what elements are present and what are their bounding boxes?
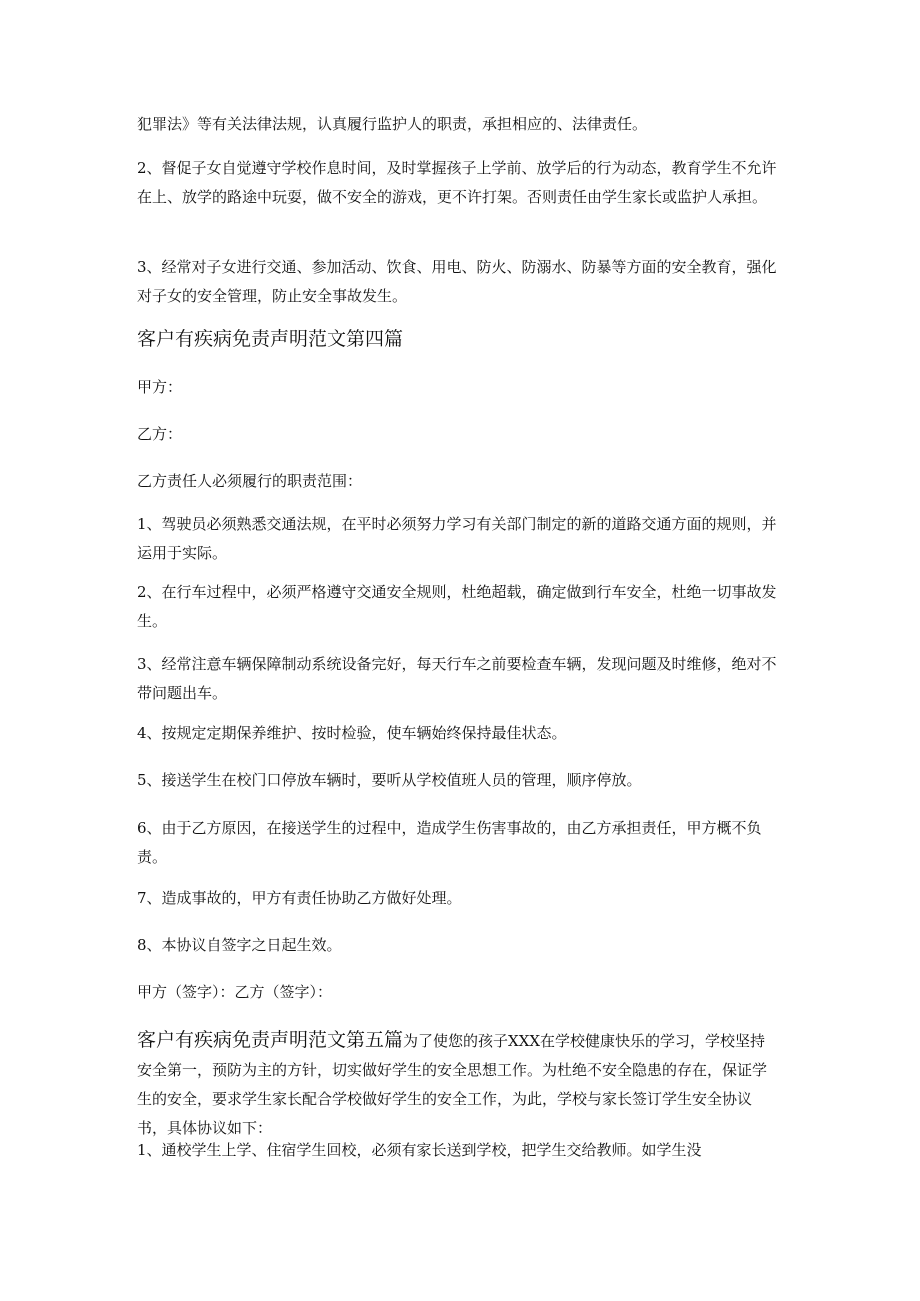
section-heading-part-four: 客户有疾病免责声明范文第四篇	[137, 328, 404, 350]
duty-item-6: 6、由于乙方原因，在接送学生的过程中，造成学生伤害事故的，由乙方承担责任，甲方概不负责。	[137, 819, 762, 866]
duty-item-5: 5、接送学生在校门口停放车辆时，要听从学校值班人员的管理，顺序停放。	[137, 771, 642, 789]
duties-intro: 乙方责任人必须履行的职责范围：	[137, 472, 363, 490]
duty-item-1: 1、驾驶员必须熟悉交通法规，在平时必须努力学习有关部门制定的新的道路交通方面的规则，并运用于实际。	[137, 515, 777, 562]
duty-item-2: 2、在行车过程中，必须严格遵守交通安全规则，杜绝超载，确定做到行车安全，杜绝一切事故发生。	[137, 583, 777, 630]
duty-item-3: 3、经常注意车辆保障制动系统设备完好，每天行车之前要检查车辆，发现问题及时维修，绝对不带问题出车。	[137, 655, 777, 702]
paragraph-law-duty: 犯罪法》等有关法律法规，认真履行监护人的职责，承担相应的、法律责任。	[137, 115, 648, 133]
duty-item-4: 4、按规定定期保养维护、按时检验，使车辆始终保持最佳状态。	[137, 724, 567, 742]
party-b-label: 乙方：	[137, 425, 183, 443]
party-a-label: 甲方：	[137, 378, 183, 396]
duty-item-7: 7、造成事故的，甲方有责任协助乙方做好处理。	[137, 889, 462, 907]
section-five-paragraph	[137, 1026, 777, 1143]
section-heading-part-five: 客户有疾病免责声明范文第五篇	[137, 1029, 404, 1051]
duty-item-8: 8、本协议自签字之日起生效。	[137, 936, 342, 954]
paragraph-item-3-safety-education: 3、经常对子女进行交通、参加活动、饮食、用电、防火、防溺水、防暴等方面的安全教育，强化对子女的安全管理，防止安全事故发生。	[137, 258, 777, 305]
signature-line: 甲方（签字）：乙方（签字）：	[137, 983, 333, 1001]
section-five-body: 为了使您的孩子XXX在学校健康快乐的学习，学校坚持安全第一，预防为主的方针，切实做好学生的安全思想工作。为杜绝不安全隐患的存在，保证学生的安全，要求学生家长配合学校做好学生的安全工作，为此，学校与家长签订学生安全协议书，具体协议如下：	[137, 1032, 768, 1137]
paragraph-student-dropoff: 1、通校学生上学、住宿学生回校，必须有家长送到学校，把学生交给教师。如学生没	[137, 1141, 702, 1159]
paragraph-item-2-schedule: 2、督促子女自觉遵守学校作息时间，及时掌握孩子上学前、放学后的行为动态，教育学生不允许在上、放学的路途中玩耍，做不安全的游戏，更不许打架。否则责任由学生家长或监护人承担。	[137, 159, 777, 206]
